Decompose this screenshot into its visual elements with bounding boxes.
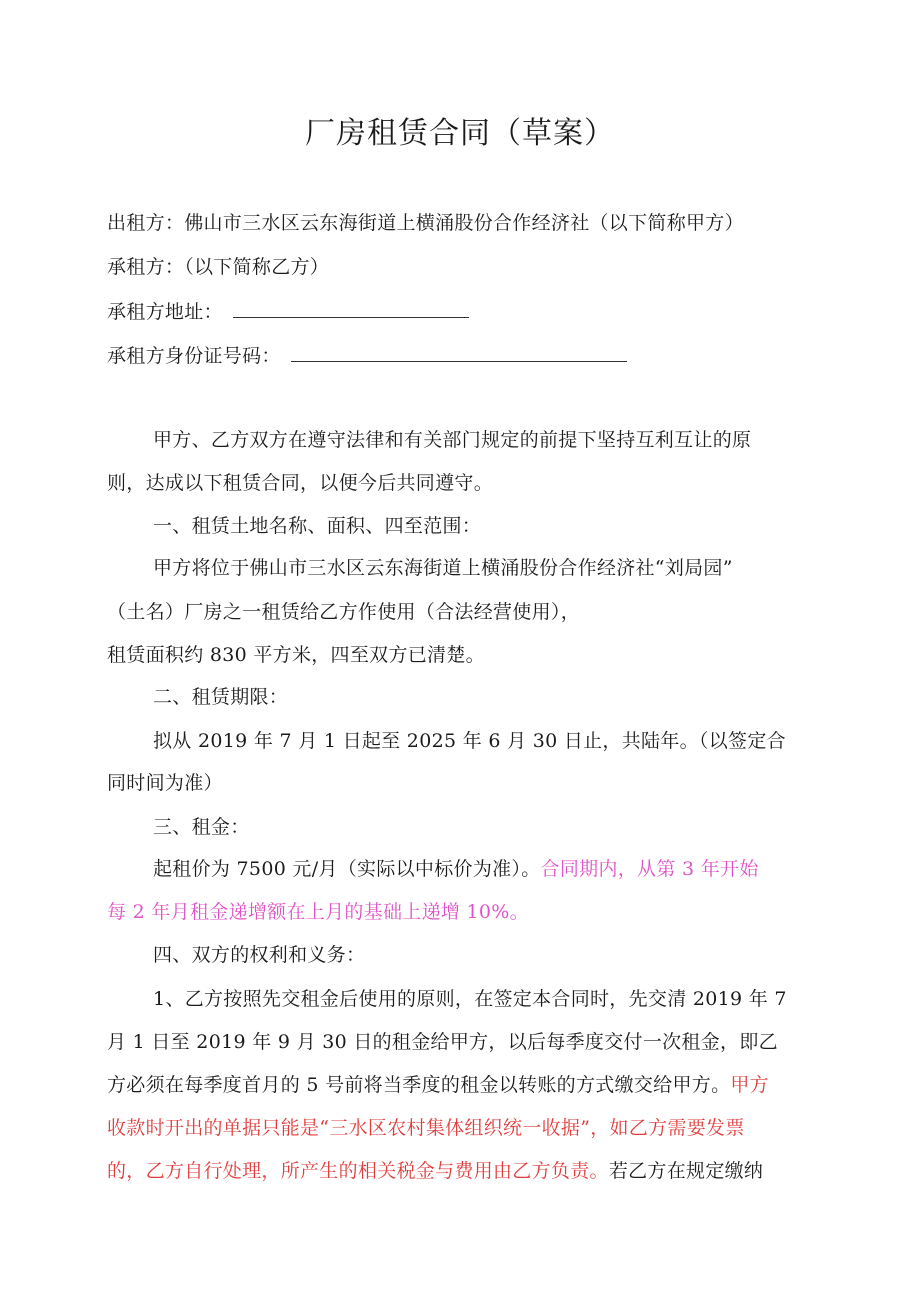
section-4-line-3	[107, 1070, 837, 1100]
lessee-value: （以下简称乙方）	[184, 256, 330, 278]
intro-paragraph-line-2: 则，达成以下租赁合同，以便今后共同遵守。	[107, 472, 494, 494]
late-payment-text: 若乙方在规定缴纳	[608, 1160, 764, 1182]
lessee-id-line	[107, 341, 837, 371]
lessee-address-label: 承租方地址：	[107, 301, 223, 323]
receipt-note-end: 的，乙方自行处理，所产生的相关税金与费用由乙方负责。	[107, 1160, 609, 1182]
section-4-line-4: 收款时开出的单据只能是“三水区农村集体组织统一收据”，如乙方需要发票	[107, 1117, 745, 1139]
rent-base-text: 起租价为 7500 元/月（实际以中标价为准）。	[153, 858, 541, 880]
section-1-line-3: 租赁面积约 830 平方米，四至双方已清楚。	[107, 644, 485, 666]
receipt-note-start: 甲方	[730, 1074, 769, 1096]
section-1-line-1: 甲方将位于佛山市三水区云东海街道上横涌股份合作经济社“刘局园”	[153, 557, 733, 579]
lessee-id-label: 承租方身份证号码：	[107, 345, 281, 367]
section-4-heading: 四、双方的权利和义务：	[153, 944, 366, 966]
lessor-value: 佛山市三水区云东海街道上横涌股份合作经济社（以下简称甲方）	[184, 212, 744, 234]
section-4-line-1: 1、乙方按照先交租金后使用的原则，在签定本合同时，先交清 2019 年 7	[153, 988, 787, 1010]
intro-paragraph-line-1: 甲方、乙方双方在遵守法律和有关部门规定的前提下坚持互利互让的原	[153, 429, 752, 451]
document-title: 厂房租赁合同（草案）	[305, 116, 615, 151]
payment-deadline-text: 方必须在每季度首月的 5 号前将当季度的租金以转账的方式缴交给甲方。	[107, 1074, 731, 1096]
section-2-heading: 二、租赁期限：	[153, 686, 289, 708]
section-1-heading: 一、租赁土地名称、面积、四至范围：	[153, 515, 482, 537]
section-4-line-5	[107, 1156, 837, 1186]
lessor-label: 出租方：	[107, 212, 185, 234]
section-1-line-2: （土名）厂房之一租赁给乙方作使用（合法经营使用），	[107, 601, 581, 623]
section-3-line-1	[153, 854, 843, 884]
rent-increase-text: 合同期内，从第 3 年开始	[540, 858, 759, 880]
lessee-id-blank	[291, 341, 627, 362]
section-3-heading: 三、租金：	[153, 816, 250, 838]
section-2-line-1: 拟从 2019 年 7 月 1 日起至 2025 年 6 月 30 日止，共陆年。（以签定合	[153, 730, 786, 752]
section-4-line-2: 月 1 日至 2019 年 9 月 30 日的租金给甲方，以后每季度交付一次租金，即乙	[107, 1031, 778, 1053]
lessee-line	[107, 252, 837, 282]
section-3-line-2: 每 2 年月租金递增额在上月的基础上递增 10%。	[107, 901, 529, 923]
lessee-address-line	[107, 297, 837, 327]
lessee-label: 承租方：	[107, 256, 185, 278]
section-2-line-2: 同时间为准）	[107, 772, 223, 794]
lessor-line	[107, 208, 837, 238]
lessee-address-blank	[233, 297, 469, 318]
